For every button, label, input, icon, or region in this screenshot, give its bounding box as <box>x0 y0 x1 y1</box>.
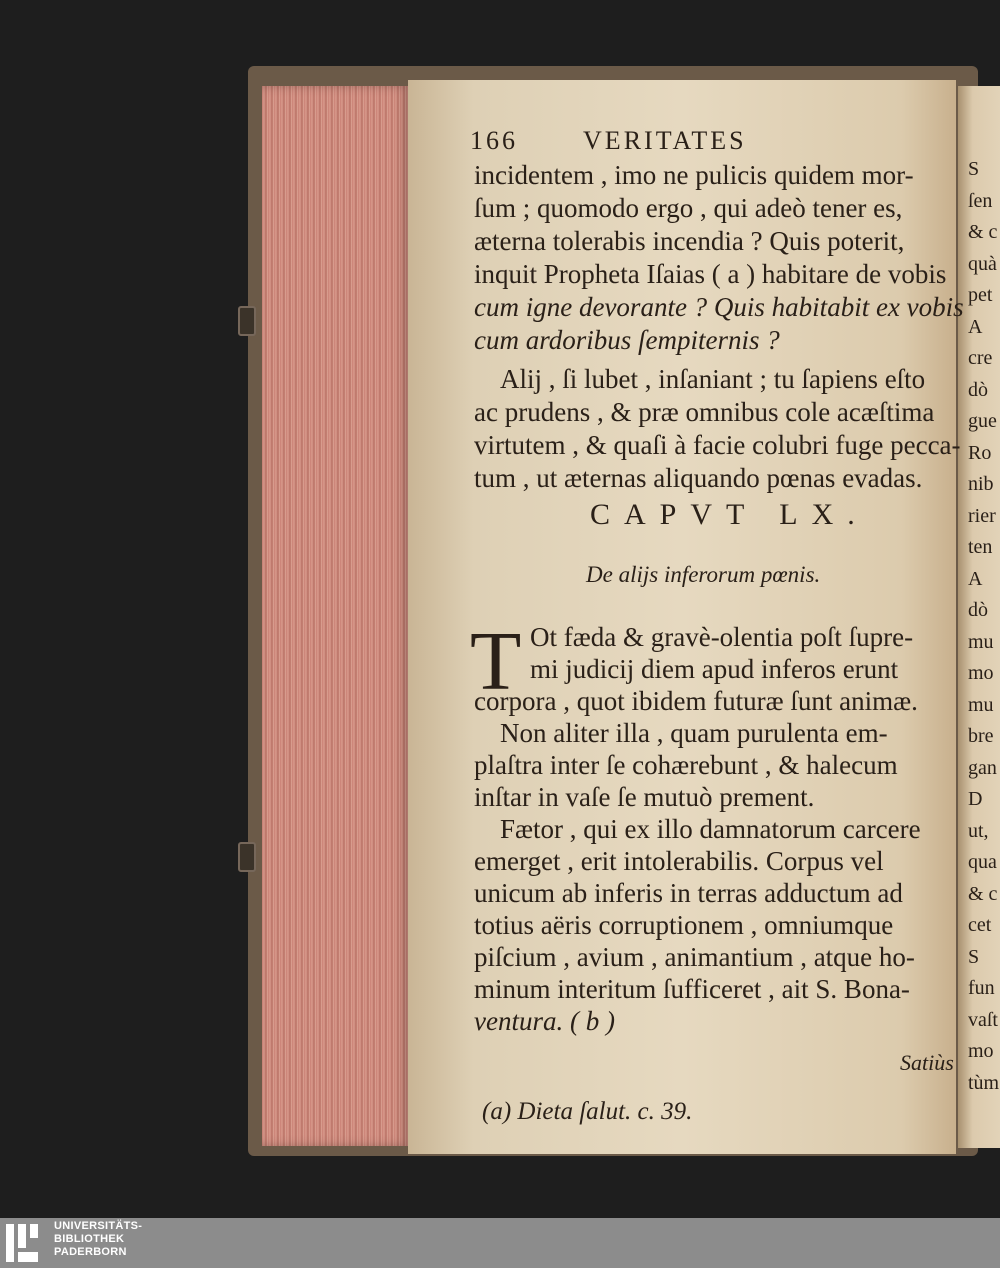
facing-page-fragment: qua <box>968 851 997 873</box>
body-line: Alij , ſi lubet , inſaniant ; tu ſapiens eſto <box>500 364 926 394</box>
facing-page-fragment: tùm <box>968 1071 1000 1094</box>
page-edges <box>262 86 410 1146</box>
logo-line-2: BIBLIOTHEK <box>54 1233 125 1245</box>
body-line: ac prudens , & præ omnibus cole acæſtima <box>474 397 935 427</box>
catchword: Satiùs <box>900 1050 954 1075</box>
logo-line-1: UNIVERSITÄTS- <box>54 1220 143 1232</box>
facing-page-fragment: Ro <box>968 441 992 464</box>
facing-page-fragment: S <box>968 945 980 968</box>
body-line: inquit Propheta Iſaias ( a ) habitare de vobis <box>474 259 947 289</box>
facing-page-fragment: gue <box>968 410 997 432</box>
page-number: 166 <box>470 126 518 155</box>
body-line: incidentem , imo ne pulicis quidem mor- <box>474 160 914 190</box>
facing-page-fragment: cre <box>968 347 993 369</box>
body-line: æterna tolerabis incendia ? Quis poterit, <box>474 226 905 256</box>
facing-page-fragment: S <box>968 158 980 180</box>
library-logo-icon <box>6 1224 46 1262</box>
body-line: minum interitum ſufficeret , ait S. Bona- <box>474 974 910 1004</box>
body-line: plaſtra inter ſe cohærebunt , & halecum <box>474 750 898 780</box>
footer-bar <box>0 1218 1000 1268</box>
drop-cap: T <box>470 615 522 708</box>
body-line: totius aëris corruptionem , omniumque <box>474 910 894 940</box>
facing-page-fragment: pet <box>968 284 993 306</box>
body-line: ventura. ( b ) <box>474 1006 615 1036</box>
body-line: piſcium , avium , animantium , atque ho- <box>474 942 915 972</box>
facing-page-fragment: A <box>968 567 983 590</box>
facing-page-fragment: quà <box>968 252 997 275</box>
body-line: cum ardoribus ſempiternis ? <box>474 325 780 355</box>
body-line: Non aliter illa , quam purulenta em- <box>500 718 888 748</box>
facing-page-fragment: dò <box>968 378 988 401</box>
body-line: tum , ut æternas aliquando pœnas evadas. <box>474 463 923 493</box>
facing-page-fragment: nib <box>968 473 994 495</box>
facing-page-fragment: fun <box>968 977 995 999</box>
clasp-bottom-icon <box>238 842 256 872</box>
body-line: unicum ab inferis in terras adductum ad <box>474 878 903 908</box>
facing-page-fragment: ut, <box>968 819 989 842</box>
facing-page-fragment: A <box>968 315 983 338</box>
facing-page-fragment: mu <box>968 630 994 653</box>
facing-page-fragment: mo <box>968 1040 994 1062</box>
running-header <box>470 126 747 156</box>
body-line: Ot fæda & gravè-olentia poſt ſupre- <box>530 622 914 652</box>
facing-page-fragment: gan <box>968 756 997 779</box>
facing-page-fragment: dò <box>968 599 988 621</box>
facing-page-fragment: ten <box>968 536 993 558</box>
facing-page-fragment: rier <box>968 504 996 527</box>
facing-page-fragment: cet <box>968 914 992 936</box>
chapter-heading: CAPVT LX. <box>590 498 869 531</box>
facing-page-fragment: mo <box>968 662 994 684</box>
body-line: inſtar in vaſe ſe mutuò prement. <box>474 782 815 812</box>
running-head: VERITATES <box>583 126 747 155</box>
body-line: ſum ; quomodo ergo , qui adeò tener es, <box>474 193 903 223</box>
facing-page-fragment: bre <box>968 725 994 747</box>
logo-line-3: PADERBORN <box>54 1246 127 1258</box>
footnote: (a) Dieta ſalut. c. 39. <box>482 1098 693 1125</box>
library-logo-text <box>54 1220 142 1259</box>
clasp-top-icon <box>238 306 256 336</box>
facing-page-fragment: ſen <box>968 189 993 212</box>
facing-page-fragment: & c <box>968 221 998 243</box>
body-line: Fætor , qui ex illo damnatorum carcere <box>500 814 921 844</box>
body-line: mi judicij diem apud inferos erunt <box>530 654 899 684</box>
body-line: cum igne devorante ? Quis habitabit ex vobis <box>474 292 964 322</box>
body-line: corpora , quot ibidem futuræ ſunt animæ. <box>474 686 918 716</box>
chapter-caption: De alijs inferorum pœnis. <box>586 562 821 587</box>
facing-page-fragment: vaſt <box>968 1008 998 1031</box>
body-line: virtutem , & quaſi à facie colubri fuge pecca- <box>474 430 961 460</box>
body-line: emerget , erit intolerabilis. Corpus vel <box>474 846 884 876</box>
facing-page-fragment: D <box>968 788 983 810</box>
facing-page-fragment: & c <box>968 882 998 905</box>
facing-page-fragment: mu <box>968 693 994 716</box>
